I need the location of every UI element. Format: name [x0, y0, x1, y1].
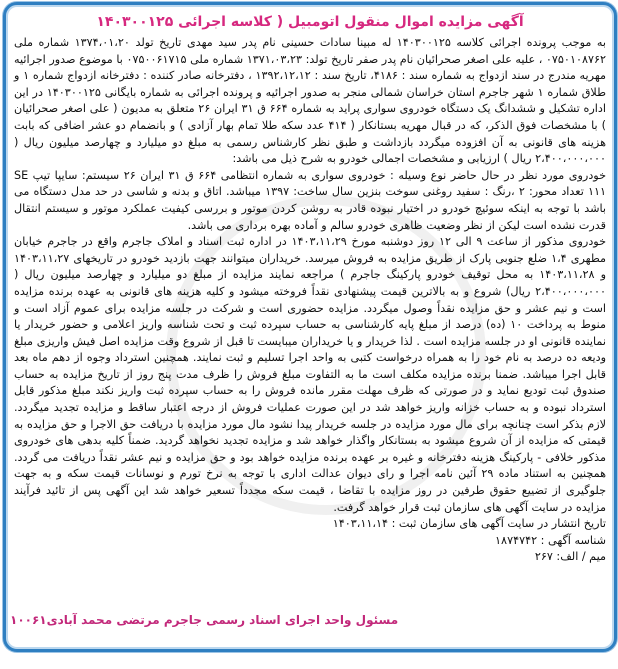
notice-frame [3, 2, 617, 652]
notice-id: شناسه آگهی : ۱۸۷۴۷۴۲ [495, 533, 606, 547]
paragraph-case-details: به موجب پرونده اجرائی کلاسه ۱۴۰۳۰۰۱۲۵ له مبینا سادات حسینی نام پدر سید مهدی تاریخ تولد ۱۳۷۴،۰۱،۲۰ شماره ملی ۰۷۵۰۱۰۸۷۶۲ ، علیه علی اصغر صحرائیان نام پدر صفر تاریخ تولد: ۱۳۷۱،۰۳،۲۳ شماره ملی ۰۷۵۰۰۶۱۷۱۵ با موضوع صدور اجرائیه مهریه مندرج در سند ازدواج به شماره سند : ۴۱۸۶، تاریخ سند : ۱۳۹۲،۱۲،۱۲ ، دفترخانه صادر کننده : دفترخانه ازدواج شماره ۱ و طلاق شماره ۱ شهر جاجرم استان خراسان شمالی منجر به صدور اجرائیه و پرونده اجرائی به شماره بایگانی ۱۴۰۳۰۰۱۲۵ در این اداره تشکیل و ششدانگ یک دستگاه خودروی سواری پراید به شماره ۶۶۴ ق ۳۱ ایران ۲۶ متعلق به مدیون ( علی اصغر صحرائیان ) با مشخصات فوق الذکر، که در قبال مهریه بستانکار ( ۴۱۴ عدد سکه طلا تمام بهار آزادی ) و بانضمام دو عشر اضافی که بابت هزینه های قانونی به آن افزوده میگردد بازداشت و طبق نظر کارشناس رسمی به مبلغ دو میلیارد و چهارصد میلیون ریال ( ۲،۴۰۰،۰۰۰،۰۰۰ ریال ) ارزیابی و مشخصات اجمالی خودرو به شرح ذیل می باشد: [13, 36, 607, 166]
publish-date: تاریخ انتشار در سایت آگهی های سازمان ثبت : ۱۴۰۳،۱۱،۱۴ [332, 517, 606, 531]
notice-title: آگهی مزایده اموال منقول اتومبیل ( کلاسه اجرائی ۱۴۰۳۰۰۱۲۵ [96, 14, 524, 30]
paragraph-auction-terms: خودروی مذکور از ساعت ۹ الی ۱۲ روز دوشنبه مورخ ۱۴۰۳،۱۱،۲۹ در اداره ثبت اسناد و املاک جاجرم واقع در جاجرم خیابان مطهری ۱،۴ ضلع جنوبی پارک از طریق مزایده به فروش میرسد. خریداران میتوانند جهت بازدید خودرو در تاریخهای ۱۴۰۳،۱۱،۲۷ و ۱۴۰۳،۱۱،۲۸ به محل توقیف خودرو پارکینگ جاجرم ) مراجعه نمایند مزایده از مبلغ دو میلیارد و چهارصد میلیون ریال ( ۲،۴۰۰،۰۰۰،۰۰۰ ریال) شروع و به بالاترین قیمت پیشنهادی نقداً فروخته میشود و کلیه هزینه های قانونی به عهده برنده مزایده است و نیم عشر و حق مزایده نقداً وصول میگردد. مزایده حضوری است و شرکت در جلسه مزایده برای عموم آزاد است و منوط به پرداخت ۱۰ (ده) درصد از مبلغ پایه کارشناسی به حساب سپرده ثبت و تحت شناسه واریز اعلامی و حضور خریدار یا نماینده قانونی او در جلسه مزایده است . لذا خریدار و یا خریداران میبایست تا قبل از شروع وقت مزایده اصل فیش واریزی مبلغ ودیعه ده درصد به نام خود را به همراه درخواست کتبی به واحد اجرا تسلیم و ثبت نمایند. همچنین استرداد وجوه از دهم ماه بعد قابل اجرا میباشد. ضمنا برنده مزایده مکلف است ما به التفاوت مبلغ فروش را ظرف مدت پنج روز از تاریخ مزایده به حساب صندوق ثبت تودیع نماید و در صورتی که ظرف مهلت مقرر مانده فروش را به حساب سپرده ثبت واریز نکند مبلغ مذکور قابل استرداد نبوده و به حساب خزانه واریز خواهد شد در این صورت عملیات فروش از درجه اعتبار ساقط و مزایده تجدید میگردد. لازم بذکر است چنانچه برای مال مورد مزایده در جلسه خریدار پیدا نشود مال مورد مزایده با دریافت حق الاجرا و حق مزایده به قیمتی که مزایده از آن شروع میشود به بستانکار واگذار خواهد شد و مزایده تجدید نخواهد گردید. ضمناً کلیه بدهی های خودروی مذکور خلافی - پارکینگ هزینه دفترخانه و غیره بر عهده برنده مزایده خواهد بود و حق مزایده و نیم عشر نقداً دریافت می گردد. همچنین به استناد ماده ۲۹ آئین نامه اجرا و رای دیوان عدالت اداری با توجه به نرخ تورم و نوسانات قیمت سکه و به جهت جلوگیری از تضییع حقوق طرفین در روز مزایده با تقاضا ، قیمت سکه مجدداً تسعیر خواهد شد این آگهی پس از تائید فرآیند مزایده در سایت آگهی های سازمان ثبت قرار خواهد گرفت. [14, 235, 606, 514]
reference-number: میم / الف: ۲۶۷ [534, 550, 606, 564]
paragraph-vehicle-specs: خودروی مورد نظر در حال حاضر نوع وسیله : خودروی سواری به شماره انتظامی ۶۶۴ ق ۳۱ ایران ۲۶ سیستم: سایپا تیپ SE ۱۱۱ تعداد محور: ۲ ،رنگ : سفید روغنی سوخت بنزین سال ساخت: ۱۳۹۷ میباشد. اتاق و بدنه و شاسی در حد مدل دستگاه می باشد با توجه به اینکه سوئیچ خودرو در اختیار نبوده قادر به روشن کردن موتور و بررسی کیفیت عملکرد موتور و سیستم انتقال قدرت نشده است لیکن از نظر وضعیت ظاهری خودرو سالم و آماده بهره برداری می باشد. [14, 168, 606, 232]
notice-body [6, 5, 614, 566]
signature: مسئول واحد اجرای اسناد رسمی جاجرم مرتضی محمد آبادی۱۰۰۶۱ [10, 613, 399, 627]
